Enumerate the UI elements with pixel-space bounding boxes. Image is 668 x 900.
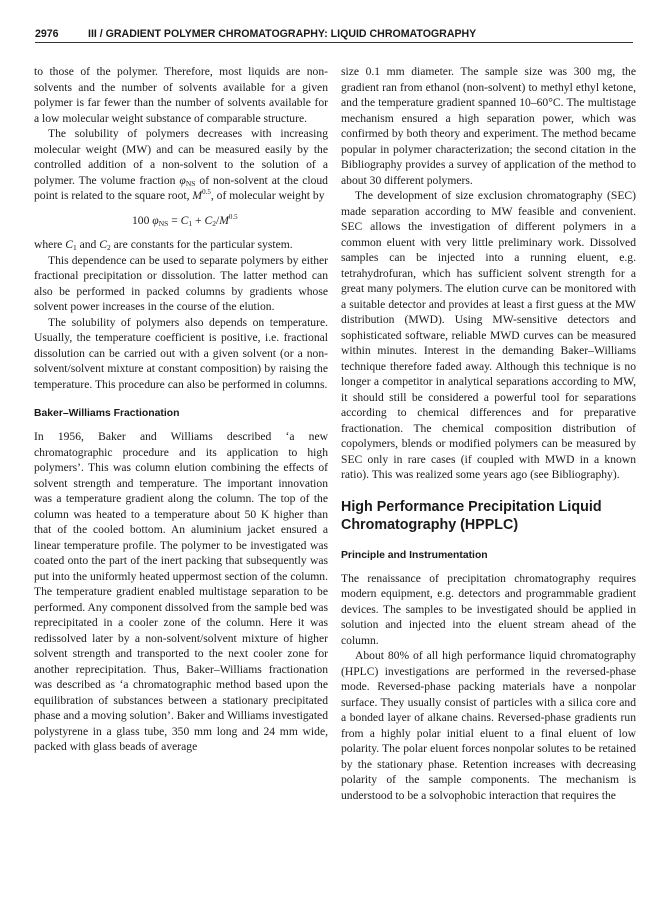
- page-number: 2976: [35, 28, 59, 40]
- paragraph: where $C_1$ and $C_2$ are constants for the particular system.: [34, 238, 293, 252]
- paragraph: to those of the polymer. Therefore, most liquids are non-solvents and the number of solvents available for a given polymer is far fewer than the number of solvents available for a low molecular weight substance of comparable structure.: [34, 65, 328, 125]
- paragraph: The solubility of polymers also depends on temperature. Usually, the temperature coefficient is positive, i.e. fractional dissolution can be carried out with a given solvent (or a non-solvent/solvent mixture at constant composition) by raising the temperature. This procedure can also be performed in columns.: [34, 315, 328, 391]
- paragraph: In 1956, Baker and Williams described ‘a new chromatographic procedure and its application to high polymers’. This was column elution combining the effects of solvent strength and temperature. The important innovation was a temperature gradient along the column. The top of the column was heated to a temperature about 50 K higher than that of the cooled bottom. An aluminium jacket ensured a linear temperature profile. The polymer to be investigated was coated onto the part of the inert packing that subsequently was put into the uniformly heated uppermost section of the column. The temperature gradient enabled multistage separation to be performed. Any component dissolved from the sample bed was reprecipitated in a cooler zone of the column. Here it was redissolved later by a non-solvent/solvent mixture of higher solvent strength and transported to the next cooler zone for another reprecipitation. Thus, Baker–Williams fractionation was described as ‘a chromatographic method based upon the equilibration of substances between a stationary precipitated phase and a moving solution’. Baker and Williams investigated polystyrene in a glass tube, 350 mm long and 24 mm wide, packed with glass beads of average: [34, 430, 328, 753]
- paragraph: This dependence can be used to separate polymers by either fractional precipitation or dissolution. The latter method can also be performed in packed columns by gradients whose solvent power increases in the course of the elution.: [34, 253, 328, 313]
- paragraph: The development of size exclusion chromatography (SEC) made separation according to MW feasible and convenient. SEC allows the investigation of different polymers in a common eluent with very little preliminary work. Dissolved samples can be injected into a running eluent, e.g. tetrahydrofuran, which has sufficient solvent strength for a great many polymers. The elution curve can be monitored with a suitable detector and provides at least a first guess at the MW distribution (MWD). Using MW-sensitive detectors and sophisticated software, reliable MWD curves can be measured within minutes. Interest in the demanding Baker–Williams technique therefore faded away. Although this technique is no longer a competitor in analytical separations according to MW, it should still be considered a powerful tool for separations according to chemical differences and for preparative fractionation. The chemical composition distribution of copolymers, blends or modified polymers can be measured by SEC only in rare cases (if coupled with MWD in a known ratio). This was realized some years ago (see Bibliography).: [341, 189, 636, 481]
- right-column: [341, 64, 636, 803]
- running-header: [35, 24, 633, 43]
- left-column: [34, 64, 328, 755]
- section-heading-baker-williams: Baker–Williams Fractionation: [34, 408, 180, 419]
- paragraph: About 80% of all high performance liquid chromatography (HPLC) investigations are performed in the reversed-phase mode. Reversed-phase packing materials have a nonpolar surface. They usually consist of particles with a silica core and a bonded layer of alkane chains. Reversed-phase gradients run from a highly polar initial eluent to a final eluent of low polarity. The polar eluent forces nonpolar solutes to be retained by the stationary phase. Retention increases with decreasing polarity of the sample components. The mechanism is understood to be a solvophobic interaction that requires the: [341, 649, 636, 802]
- running-title: III / GRADIENT POLYMER CHROMATOGRAPHY: LIQUID CHROMATOGRAPHY: [88, 28, 477, 40]
- subsection-heading-principle: Principle and Instrumentation: [341, 549, 488, 561]
- paragraph: The solubility of polymers decreases with increasing molecular weight (MW) and can be measured easily by the controlled addition of a non-solvent to the solution of a polymer. The volume fraction $\varphi_{NS}$ of non-solvent at the cloud point is related to the square root, $M^{0.5}$, of molecular weight by: [34, 127, 328, 202]
- paragraph: The renaissance of precipitation chromatography requires modern equipment, e.g. detectors and programmable gradient devices. The samples to be investigated should be applied in solution and injected into the eluent stream ahead of the column.: [341, 571, 636, 647]
- equation: 100 $\varphi_{NS} = C_1 + C_2/M^{0.5}$: [132, 212, 238, 228]
- section-title-hpplc: High Performance Precipitation Liquid Chromatography (HPPLC): [341, 498, 602, 533]
- paragraph: size 0.1 mm diameter. The sample size was 300 mg, the gradient ran from ethanol (non-solvent) to methyl ethyl ketone, and the temperature gradient spanned 10–60°C. The multistage mechanism ensured a high separation power, which was confirmed by both theory and experiment. The method became popular in polymer characterization; the second citation in the Bibliography provides a survey of application of the method to about 30 different polymers.: [341, 65, 636, 187]
